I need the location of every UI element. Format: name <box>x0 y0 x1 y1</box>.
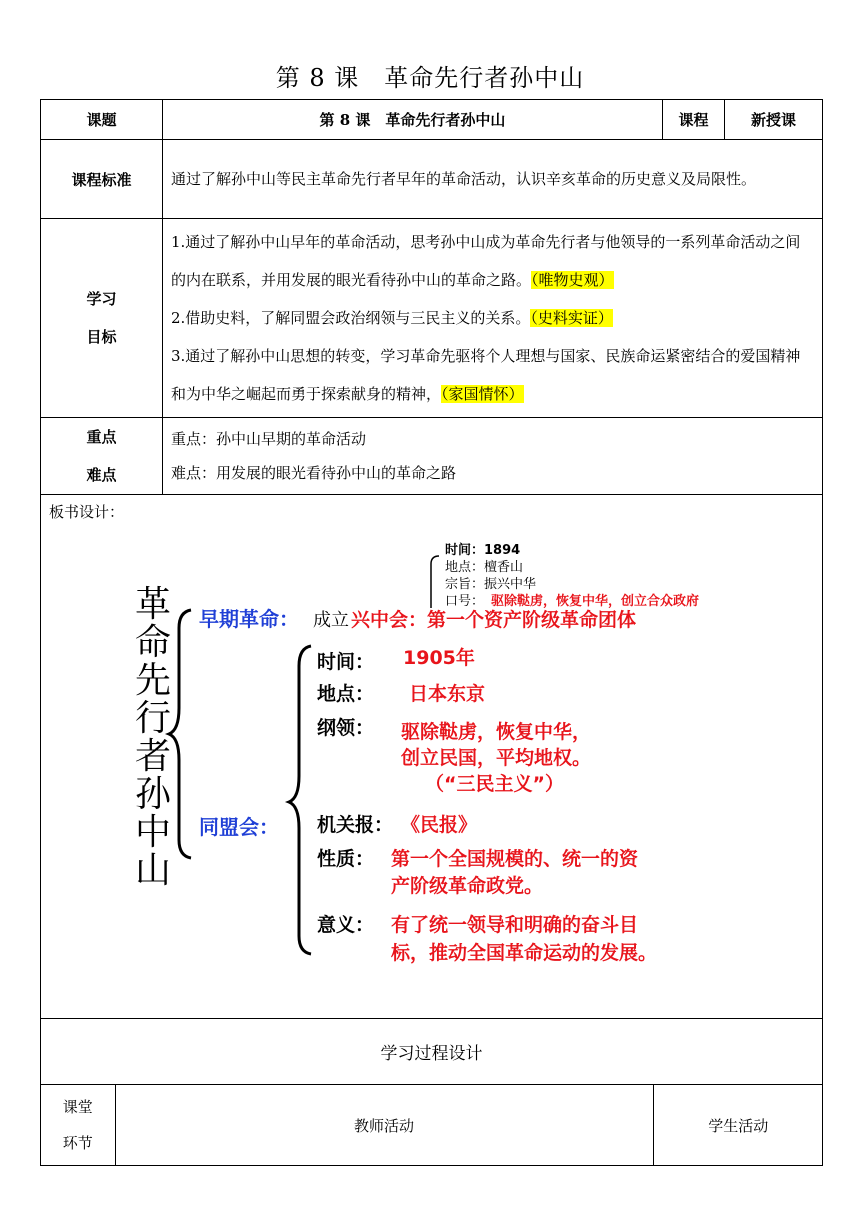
board-label: 板书设计： <box>49 503 125 521</box>
standard-row <box>41 140 823 219</box>
league-paper-label: 机关报： <box>317 814 394 836</box>
league-program-line2: 创立民国，平均地权。 <box>401 747 592 769</box>
objectives-text <box>163 219 823 418</box>
main-title-char-7: 中 <box>134 812 172 853</box>
early-aim: 宗旨：振兴中华 <box>445 577 537 592</box>
league-meaning-line1: 有了统一领导和明确的奋斗目 <box>391 914 639 936</box>
difficult-point: 难点：用发展的眼光看待孙中山的革命之路 <box>171 464 457 482</box>
main-title-char-6: 孙 <box>134 774 172 815</box>
league-time-value: 1905年 <box>403 647 475 669</box>
early-time: 时间：1894 <box>445 543 521 558</box>
league-program-line1: 驱除鞑虏，恢复中华， <box>401 721 592 743</box>
standard-label: 课程标准 <box>41 140 163 219</box>
keypoints-row <box>41 418 823 495</box>
league-nature-line1: 第一个全国规模的、统一的资 <box>391 848 639 870</box>
page-title: 第 8 课 革命先行者孙中山 <box>275 64 585 92</box>
league-nature-line2: 产阶级革命政党。 <box>391 875 544 897</box>
process-col-teacher: 教师活动 <box>115 1085 653 1165</box>
topic-label: 课题 <box>41 100 163 140</box>
main-title-char-1: 革 <box>134 584 172 625</box>
objective-1-tag: （唯物史观） <box>531 271 614 289</box>
early-found-desc: ：第一个资产阶级革命团体 <box>408 609 637 631</box>
keypoints-label <box>41 418 163 495</box>
objective-2-tag: （史料实证） <box>530 309 613 327</box>
board-cell <box>41 495 823 1019</box>
process-col-stage-line2: 环节 <box>62 1134 93 1152</box>
board-diagram <box>41 528 821 1008</box>
process-columns-table <box>41 1085 823 1165</box>
main-title-char-5: 者 <box>134 736 172 777</box>
league-details <box>317 646 657 964</box>
lesson-plan-table <box>40 99 823 1166</box>
board-main-title <box>135 584 172 891</box>
league-place-label: 地点： <box>317 683 375 705</box>
league-meaning-line2: 标，推动全国革命运动的发展。 <box>391 942 658 964</box>
process-heading: 学习过程设计 <box>41 1019 823 1085</box>
objectives-label <box>41 219 163 418</box>
board-row <box>41 495 823 1019</box>
early-place: 地点：檀香山 <box>445 560 524 575</box>
league-program-line3: （“三民主义”） <box>425 773 564 795</box>
league-place-value: 日本东京 <box>409 683 486 705</box>
objectives-label-line2: 目标 <box>86 328 117 346</box>
league-nature-label: 性质： <box>317 848 375 870</box>
main-title-char-8: 山 <box>134 850 172 891</box>
league-heading: 同盟会： <box>199 815 279 839</box>
league-time-label: 时间： <box>317 651 375 673</box>
process-heading-row <box>41 1019 823 1085</box>
process-columns-row <box>41 1085 823 1166</box>
board-design <box>41 528 822 1018</box>
early-details <box>445 542 699 609</box>
keypoints-label-line1: 重点 <box>86 428 117 446</box>
course-label: 课程 <box>663 100 725 140</box>
objective-2-text: 2.借助史料，了解同盟会政治纲领与三民主义的关系。 <box>171 309 531 327</box>
early-found-org: 兴中会 <box>351 609 409 631</box>
objective-2 <box>171 299 814 337</box>
early-slogan-value: 驱除鞑虏，恢复中华，创立合众政府 <box>491 594 700 609</box>
standard-text: 通过了解孙中山等民主革命先行者早年的革命活动，认识辛亥革命的历史意义及局限性。 <box>163 140 823 219</box>
league-brace <box>289 646 311 954</box>
league-program-label: 纲领： <box>317 717 375 739</box>
keypoints-text <box>163 418 823 495</box>
objective-1-text: 1.通过了解孙中山早年的革命活动，思考孙中山成为革命先行者与他领导的一系列革命活动之间的内在联系，并用发展的眼光看待孙中山的革命之路。 <box>171 233 801 289</box>
topic-value: 第 8 课 革命先行者孙中山 <box>163 100 663 140</box>
league-meaning-label: 意义： <box>317 914 375 936</box>
league-paper-value: 《民报》 <box>401 814 478 836</box>
keypoints-label-line2: 难点 <box>86 466 117 484</box>
process-col-stage-line1: 课堂 <box>62 1098 93 1116</box>
early-found-prefix: 成立 <box>313 610 349 631</box>
early-detail-bracket <box>431 556 439 608</box>
objective-3-tag: （家国情怀） <box>441 385 524 403</box>
objectives-row <box>41 219 823 418</box>
main-title-char-4: 行 <box>134 698 172 739</box>
course-value: 新授课 <box>725 100 823 140</box>
early-slogan-label: 口号： <box>445 594 485 609</box>
early-heading: 早期革命： <box>199 607 299 631</box>
objective-3 <box>171 337 814 413</box>
main-brace <box>169 610 191 858</box>
objective-1 <box>171 223 814 299</box>
objectives-label-line1: 学习 <box>86 290 117 308</box>
process-col-student: 学生活动 <box>708 1116 769 1135</box>
main-title-char-2: 命 <box>134 622 172 663</box>
process-col-stage <box>41 1085 115 1165</box>
main-title-char-3: 先 <box>134 660 172 701</box>
key-point: 重点：孙中山早期的革命活动 <box>171 430 367 448</box>
objective-3-text: 3.通过了解孙中山思想的转变，学习革命先驱将个人理想与国家、民族命运紧密结合的爱国精神和为中华之崛起而勇于探索献身的精神， <box>171 347 801 403</box>
process-columns-cell <box>41 1085 823 1166</box>
topic-row <box>41 100 823 140</box>
